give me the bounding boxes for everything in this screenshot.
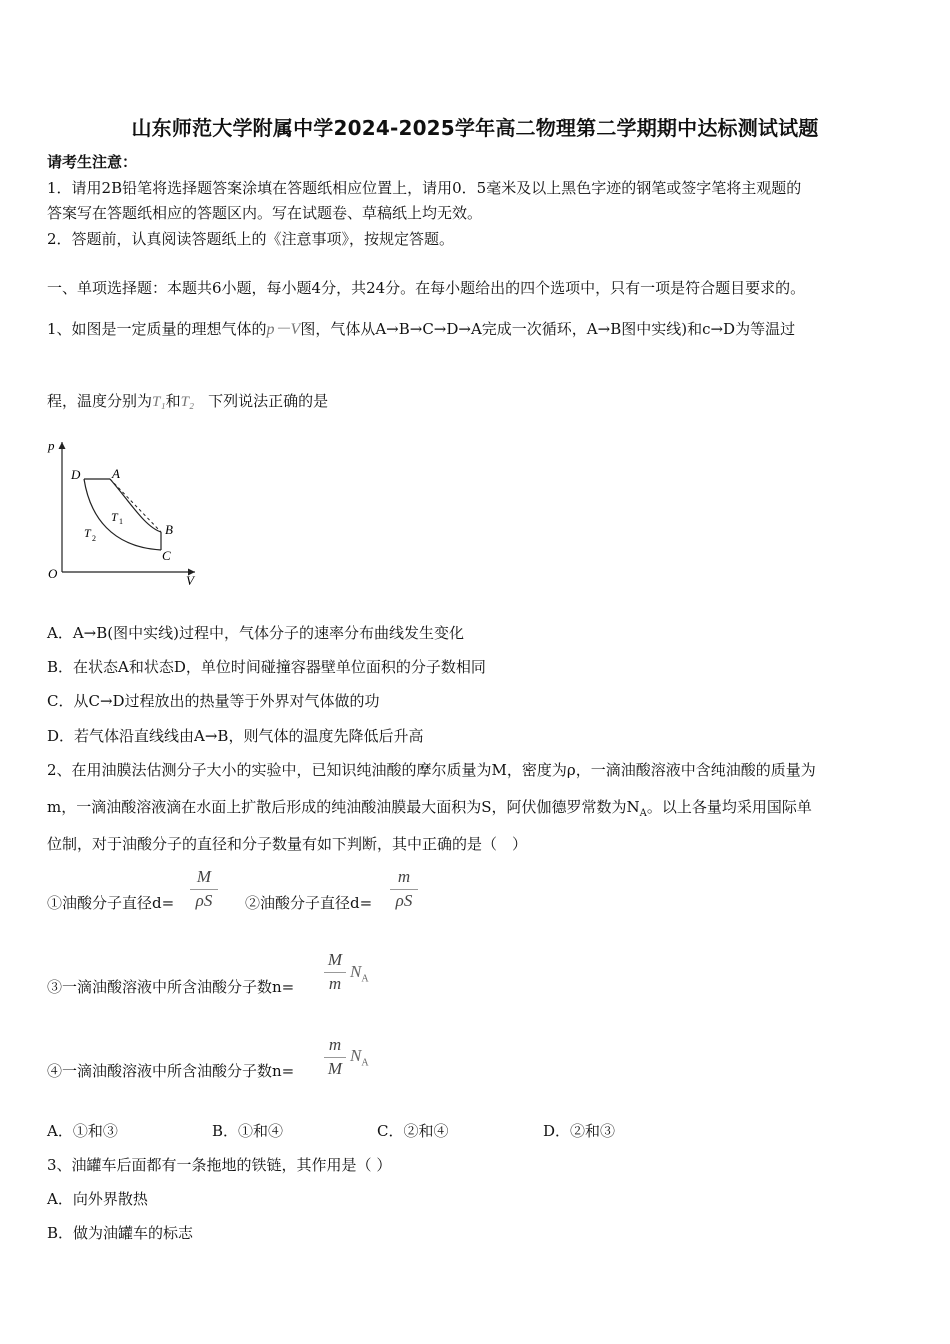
q3-stem: 3、油罐车后面都有一条拖地的铁链，其作用是（ ）: [47, 1156, 392, 1174]
q1-option-a: A．A→B(图中实线)过程中，气体分子的速率分布曲线发生变化: [47, 624, 464, 642]
q1-stem-line1: [47, 316, 795, 339]
q2-option-b: B．①和④: [212, 1122, 284, 1140]
t2-label: T: [84, 526, 91, 540]
q1-stem-c: 程，温度分别为: [47, 392, 153, 410]
q1-pv-label: p－V: [266, 321, 301, 338]
point-c-label: C: [162, 548, 171, 563]
point-a-label: A: [112, 466, 120, 481]
p-axis-label: p: [48, 438, 55, 453]
section-heading: 一、单项选择题：本题共6小题，每小题4分，共24分。在每小题给出的四个选项中，只有一项是符合题目要求的。: [47, 279, 806, 297]
q1-stem-b: 图，气体从A→B→C→D→A完成一次循环，A→B图中实线)和c→D为等温过: [300, 320, 796, 338]
avogadro-symbol-2: [350, 1046, 369, 1068]
q2-option-d: D．②和③: [543, 1122, 616, 1140]
point-d-label: D: [71, 467, 81, 482]
fraction-3-num: M: [327, 950, 343, 969]
fraction-1-den: ρS: [195, 891, 213, 910]
na-1: N: [350, 962, 362, 981]
point-b-label: B: [165, 522, 173, 537]
fraction-3-den: m: [328, 974, 342, 993]
t2-sub: 2: [92, 534, 96, 543]
q1-stem-line2: [47, 390, 328, 411]
fraction-m-over-m: [324, 951, 346, 993]
q2-statement-4: ④一滴油酸溶液中所含油酸分子数n=: [47, 1062, 295, 1080]
pv-diagram: [40, 432, 210, 592]
q1-t1: T₁: [152, 394, 166, 410]
q1-option-b: B．在状态A和状态D，单位时间碰撞容器壁单位面积的分子数相同: [47, 658, 486, 676]
notice-line-1: 1．请用2B铅笔将选择题答案涂填在答题纸相应位置上，请用0．5毫米及以上黑色字迹的钢笔或签字笔将主观题的: [47, 179, 802, 197]
q1-stem-d: 下列说法正确的是: [208, 392, 329, 410]
na-2-sub: A: [361, 1057, 369, 1069]
notice-line-1b: 答案写在答题纸相应的答题区内。写在试题卷、草稿纸上均无效。: [47, 204, 483, 222]
fraction-mm-over-rho-s: [390, 868, 418, 910]
fraction-2-num: m: [397, 867, 411, 886]
q2-stem2-sub: A: [639, 808, 647, 819]
fraction-1-num: M: [196, 867, 212, 886]
q2-statement-1: ①油酸分子直径d=: [47, 894, 175, 912]
fraction-2-den: ρS: [395, 891, 413, 910]
q2-option-a: A．①和③: [47, 1122, 118, 1140]
q1-stem-a: 1、如图是一定质量的理想气体的: [47, 320, 267, 338]
q2-option-c: C．②和④: [377, 1122, 449, 1140]
q3-option-b: B．做为油罐车的标志: [47, 1224, 194, 1242]
straight-a-b: [110, 479, 161, 532]
q1-t2: T₂: [180, 394, 195, 410]
q2-stem2: m，一滴油酸溶液滴在水面上扩散后形成的纯油酸油膜最大面积为S，阿伏伽德罗常数为N: [47, 798, 640, 816]
page-title: 山东师范大学附属中学2024-2025学年高二物理第二学期期中达标测试试题: [131, 116, 819, 140]
notice-heading: 请考生注意：: [47, 153, 138, 171]
q3-option-a: A．向外界散热: [47, 1190, 148, 1208]
na-2: N: [350, 1046, 362, 1065]
v-axis-label: V: [186, 573, 194, 588]
t1-label: T: [111, 510, 118, 524]
fraction-4-den: M: [327, 1059, 343, 1078]
fraction-m-over-rho-s: [190, 868, 218, 910]
q2-stem-line1: 2、在用油膜法估测分子大小的实验中，已知识纯油酸的摩尔质量为M，密度为ρ，一滴油酸溶液中含纯油酸的质量为: [47, 761, 816, 779]
na-1-sub: A: [361, 973, 369, 985]
origin-label: O: [48, 566, 58, 581]
q1-option-c: C．从C→D过程放出的热量等于外界对气体做的功: [47, 692, 380, 710]
notice-line-2: 2．答题前，认真阅读答题纸上的《注意事项》，按规定答题。: [47, 230, 455, 248]
avogadro-symbol-1: [350, 962, 369, 984]
q2-stem-line3: 位制，对于油酸分子的直径和分子数量有如下判断，其中正确的是（ ）: [47, 835, 528, 853]
q1-and: 和: [165, 392, 181, 410]
q1-option-d: D．若气体沿直线线由A→B，则气体的温度先降低后升高: [47, 727, 424, 745]
q2-statement-3: ③一滴油酸溶液中所含油酸分子数n=: [47, 978, 295, 996]
q2-stem-line2: [47, 796, 812, 819]
t1-sub: 1: [119, 517, 123, 526]
q2-statement-2: ②油酸分子直径d=: [245, 894, 373, 912]
q2-stem2-end: 。以上各量均采用国际单: [646, 798, 812, 816]
fraction-4-num: m: [328, 1035, 342, 1054]
fraction-mm-over-mm: [324, 1036, 346, 1078]
